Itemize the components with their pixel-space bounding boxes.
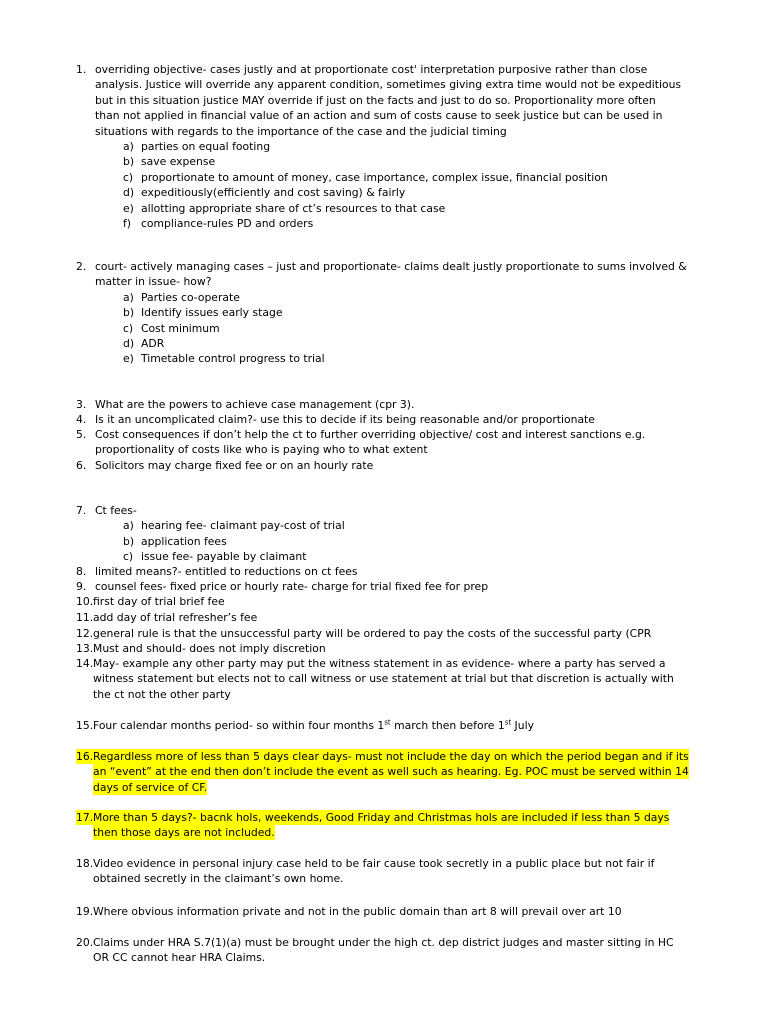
- list-number: 19.: [76, 905, 94, 918]
- list-item-text: days of service of CF.: [93, 780, 208, 794]
- list-number: 16.: [76, 750, 94, 763]
- list-item-text: counsel fees- fixed price or hourly rate- charge for trial fixed fee for prep: [95, 580, 489, 593]
- list-number: 14.: [76, 657, 94, 670]
- sub-item-letter: c): [123, 170, 134, 184]
- list-item-text: than not applied in financial value of an action and sum of costs cause to seek justice but can be used in: [95, 109, 663, 123]
- list-item-text: Ct fees-: [95, 504, 137, 517]
- sub-item-text: Timetable control progress to trial: [141, 352, 325, 366]
- list-item-text: Where obvious information private and not in the public domain than art 8 will prevail over art 10: [93, 905, 622, 918]
- list-item-text: Must and should- does not imply discretion: [93, 642, 326, 655]
- sub-item-letter: a): [123, 519, 134, 533]
- list-item-text: More than 5 days?- bacnk hols, weekends, Good Friday and Christmas hols are included if less than 5 days: [93, 811, 670, 824]
- list-number: 17.: [76, 811, 94, 824]
- sub-item-letter: a): [123, 140, 134, 153]
- list-item-text: Is it an uncomplicated claim?- use this to decide if its being reasonable and/or proportionate: [95, 413, 595, 426]
- list-number: 18.: [76, 857, 94, 870]
- text-segment: march then before 1: [390, 719, 505, 732]
- list-number: 10.: [76, 595, 94, 608]
- sub-item-text: expeditiously(efficiently and cost saving) & fairly: [141, 186, 406, 200]
- sub-item-text: ADR: [141, 337, 165, 350]
- list-number: 3.: [76, 398, 87, 411]
- list-item-text: first day of trial brief fee: [93, 595, 225, 608]
- sub-item-letter: c): [123, 550, 134, 564]
- list-item-text: Video evidence in personal injury case held to be fair cause took secretly in a public place but not fair if: [93, 857, 655, 870]
- list-number: 12.: [76, 627, 94, 640]
- list-number: 2.: [76, 260, 87, 273]
- text-segment: July: [511, 719, 534, 732]
- list-item-text: overriding objective- cases justly and at proportionate cost' interpretation purposive rather than close: [95, 63, 648, 76]
- list-item-text: add day of trial refresher’s fee: [93, 611, 258, 624]
- list-item-text: court- actively managing cases – just and proportionate- claims dealt justly proportionate to sums involved &: [95, 260, 687, 273]
- list-number: 20.: [76, 936, 94, 949]
- list-item-text: proportionality of costs like who is paying who to what extent: [95, 443, 428, 457]
- list-number: 13.: [76, 642, 94, 655]
- sub-item-letter: d): [123, 186, 135, 200]
- sub-item-text: Identify issues early stage: [141, 306, 283, 320]
- sub-item-text: save expense: [141, 155, 216, 169]
- list-number: 11.: [76, 611, 94, 624]
- list-item-text: obtained secretly in the claimant’s own home.: [93, 872, 344, 886]
- list-number: 7.: [76, 504, 87, 517]
- list-item-text: an “event” at the end then don’t include the event as well such as hearing. Eg. POC must be served within 14: [93, 765, 689, 779]
- list-number: 8.: [76, 565, 87, 578]
- list-item-text: general rule is that the unsuccessful party will be ordered to pay the costs of the successful party (CPR: [93, 627, 652, 640]
- list-number: 1.: [76, 63, 87, 76]
- list-item-text: Claims under HRA S.7(1)(a) must be brought under the high ct. dep district judges and master sitting in HC: [93, 936, 674, 949]
- list-item-text: then those days are not included.: [93, 826, 275, 840]
- sub-item-text: proportionate to amount of money, case importance, complex issue, financial position: [141, 170, 608, 184]
- superscript: st: [384, 718, 391, 727]
- sub-item-text: Cost minimum: [141, 321, 220, 335]
- list-item-text: the ct not the other party: [93, 687, 231, 701]
- text-segment: Four calendar months period- so within four months 1: [93, 719, 385, 732]
- sub-item-letter: e): [123, 201, 134, 215]
- sub-item-text: issue fee- payable by claimant: [141, 550, 307, 564]
- sub-item-text: application fees: [141, 534, 227, 548]
- list-item-text: but in this situation justice MAY override if just on the facts and just to do so. Proportionality more often: [95, 93, 656, 107]
- sub-item-letter: c): [123, 321, 134, 335]
- list-item-text: What are the powers to achieve case management (cpr 3).: [95, 398, 415, 411]
- sub-item-letter: e): [123, 352, 134, 366]
- list-item-text: Regardless more of less than 5 days clear days- must not include the day on which the period began and if its: [93, 750, 689, 763]
- sub-item-letter: b): [123, 306, 135, 320]
- list-item-text: May- example any other party may put the witness statement in as evidence- where a party has served a: [93, 657, 666, 670]
- sub-item-text: allotting appropriate share of ct’s resources to that case: [141, 201, 446, 215]
- list-item-text: matter in issue- how?: [95, 275, 212, 289]
- sub-item-letter: d): [123, 337, 135, 350]
- list-number: 6.: [76, 459, 87, 472]
- list-number: 5.: [76, 428, 87, 441]
- sub-item-letter: b): [123, 155, 135, 169]
- list-number: 4.: [76, 413, 87, 426]
- list-item-text: Cost consequences if don’t help the ct to further overriding objective/ cost and interest sanctions e.g.: [95, 428, 646, 441]
- sub-item-text: Parties co-operate: [141, 290, 240, 304]
- list-item-text: [93, 718, 534, 733]
- sub-item-text: hearing fee- claimant pay-cost of trial: [141, 519, 345, 533]
- list-item-text: analysis. Justice will override any apparent condition, sometimes giving extra time would not be expeditious: [95, 78, 682, 92]
- list-number: 15.: [76, 719, 94, 732]
- list-item-text: OR CC cannot hear HRA Claims.: [93, 951, 266, 965]
- sub-item-letter: b): [123, 534, 135, 548]
- sub-item-letter: a): [123, 290, 134, 304]
- list-item-text: witness statement but elects not to call witness or use statement at trial but that discretion is actually with: [93, 672, 674, 686]
- superscript: st: [504, 718, 512, 727]
- list-number: 9.: [76, 580, 87, 593]
- list-item-text: limited means?- entitled to reductions on ct fees: [95, 565, 358, 578]
- sub-item-text: compliance-rules PD and orders: [141, 217, 314, 230]
- list-item-text: situations with regards to the importance of the case and the judicial timing: [95, 124, 507, 138]
- sub-item-text: parties on equal footing: [141, 140, 271, 153]
- list-item-text: Solicitors may charge fixed fee or on an hourly rate: [95, 459, 374, 472]
- sub-item-letter: f): [123, 217, 132, 230]
